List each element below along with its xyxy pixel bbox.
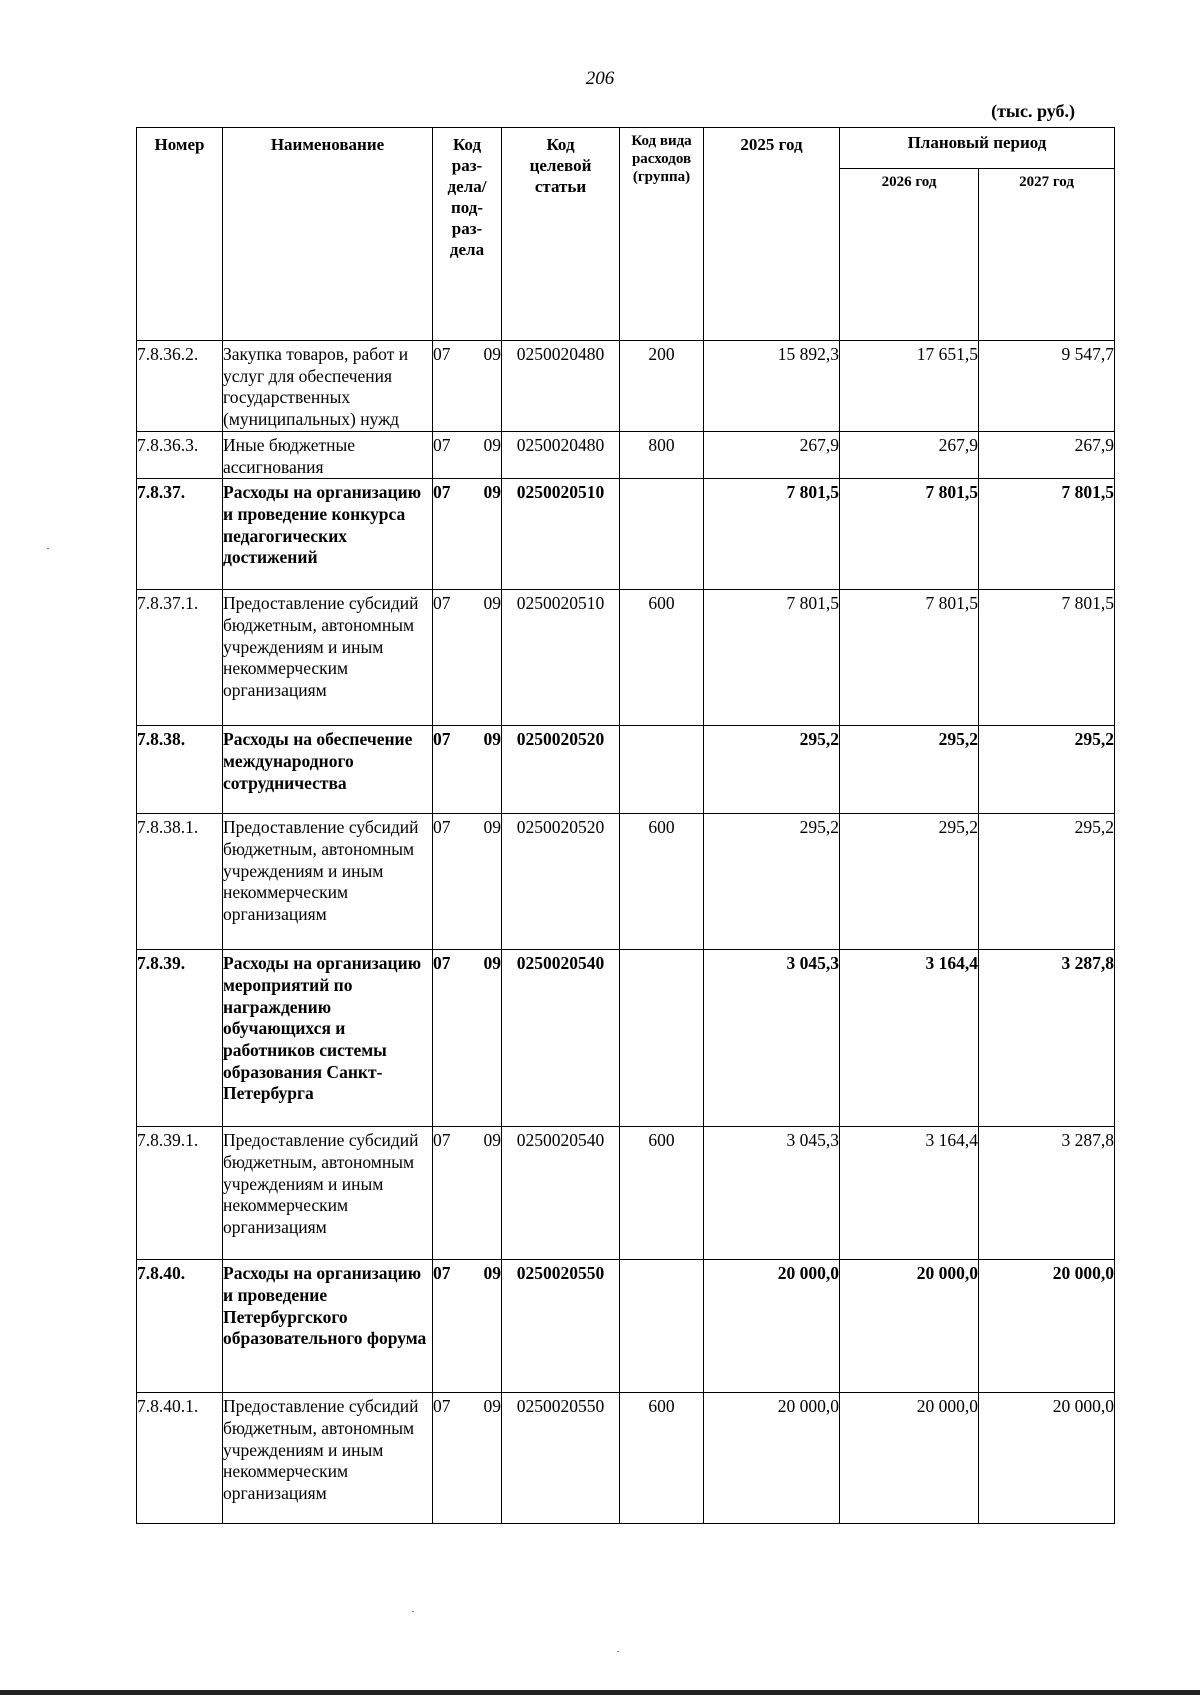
scan-bottom-border [0, 1690, 1200, 1695]
row-target-code: 0250020550 [502, 1393, 620, 1524]
row-name: Расходы на обеспечение международного сотрудничества [223, 726, 433, 814]
table-row [137, 431, 1115, 478]
row-value-2027: 7 801,5 [979, 479, 1115, 590]
row-section-code [433, 431, 502, 478]
table-row [137, 479, 1115, 590]
scan-speck [617, 1651, 619, 1652]
row-section-code [433, 950, 502, 1127]
row-number: 7.8.40.1. [137, 1393, 223, 1524]
row-expense-type: 600 [620, 1127, 704, 1260]
budget-table [136, 127, 1115, 1524]
row-expense-type: 600 [620, 814, 704, 950]
row-expense-type [620, 1260, 704, 1393]
row-expense-type: 800 [620, 431, 704, 478]
header-expense-type [620, 128, 704, 341]
section-code-pair [433, 1130, 501, 1152]
row-value-2027: 20 000,0 [979, 1393, 1115, 1524]
row-name: Предоставление субсидий бюджетным, автономным учреждениям и иным некоммерческим организациям [223, 1393, 433, 1524]
table-row [137, 1393, 1115, 1524]
header-name: Наименование [223, 128, 433, 341]
units-label: (тыс. руб.) [991, 101, 1075, 121]
row-section-code [433, 1393, 502, 1524]
row-value-2025: 20 000,0 [704, 1393, 840, 1524]
row-section: 07 [433, 593, 451, 614]
row-subsection: 09 [483, 817, 501, 838]
row-section-code [433, 479, 502, 590]
row-number: 7.8.40. [137, 1260, 223, 1393]
row-number: 7.8.39. [137, 950, 223, 1127]
row-value-2026: 295,2 [840, 726, 979, 814]
row-expense-type: 600 [620, 590, 704, 726]
row-value-2025: 7 801,5 [704, 479, 840, 590]
row-value-2026: 17 651,5 [840, 341, 979, 432]
page-number: 206 [585, 68, 615, 89]
header-target-code-text: Код целевой статьи [529, 135, 592, 196]
table-row [137, 814, 1115, 950]
row-section-code [433, 1260, 502, 1393]
section-code-pair [433, 344, 501, 366]
row-section: 07 [433, 1130, 451, 1151]
header-expense-type-text: Код вида расходов (группа) [631, 133, 692, 185]
table-header [137, 128, 1115, 341]
row-value-2027: 3 287,8 [979, 1127, 1115, 1260]
row-name: Расходы на организацию мероприятий по награждению обучающихся и работников системы образования Санкт-Петербурга [223, 950, 433, 1127]
row-subsection: 09 [483, 1396, 501, 1417]
row-section: 07 [433, 482, 451, 503]
header-2027: 2027 год [979, 169, 1115, 341]
row-section: 07 [433, 953, 451, 974]
row-section: 07 [433, 344, 451, 364]
table-row [137, 341, 1115, 432]
row-value-2027: 7 801,5 [979, 590, 1115, 726]
row-subsection: 09 [483, 1263, 501, 1284]
row-section-code [433, 590, 502, 726]
row-value-2026: 295,2 [840, 814, 979, 950]
row-number: 7.8.37. [137, 479, 223, 590]
row-section: 07 [433, 817, 451, 838]
section-code-pair [433, 1263, 501, 1285]
row-value-2026: 20 000,0 [840, 1393, 979, 1524]
section-code-pair [433, 482, 501, 504]
row-value-2026: 3 164,4 [840, 950, 979, 1127]
row-value-2027: 295,2 [979, 726, 1115, 814]
table-row [137, 1127, 1115, 1260]
row-value-2026: 7 801,5 [840, 479, 979, 590]
row-subsection: 09 [483, 729, 501, 750]
row-value-2027: 20 000,0 [979, 1260, 1115, 1393]
row-expense-type [620, 479, 704, 590]
row-subsection: 09 [483, 593, 501, 614]
row-section-code [433, 814, 502, 950]
table-row [137, 950, 1115, 1127]
row-expense-type: 600 [620, 1393, 704, 1524]
row-value-2026: 267,9 [840, 431, 979, 478]
table-row [137, 590, 1115, 726]
header-target-code [502, 128, 620, 341]
row-value-2027: 9 547,7 [979, 341, 1115, 432]
row-name: Расходы на организацию и проведение конкурса педагогических достижений [223, 479, 433, 590]
header-2025: 2025 год [704, 128, 840, 341]
row-subsection: 09 [483, 434, 501, 455]
row-section-code [433, 726, 502, 814]
row-expense-type: 200 [620, 341, 704, 432]
row-target-code: 0250020480 [502, 431, 620, 478]
section-code-pair [433, 729, 501, 751]
row-target-code: 0250020510 [502, 479, 620, 590]
row-target-code: 0250020520 [502, 726, 620, 814]
row-section: 07 [433, 1263, 451, 1284]
section-code-pair [433, 817, 501, 839]
row-expense-type [620, 726, 704, 814]
scan-speck [47, 548, 49, 549]
row-value-2025: 295,2 [704, 726, 840, 814]
table-row [137, 1260, 1115, 1393]
row-subsection: 09 [483, 344, 501, 364]
row-number: 7.8.38.1. [137, 814, 223, 950]
row-target-code: 0250020540 [502, 950, 620, 1127]
header-section-code-text: Код раз-дела/ под-раз-дела [447, 135, 487, 259]
row-subsection: 09 [483, 482, 501, 503]
row-number: 7.8.38. [137, 726, 223, 814]
row-name: Предоставление субсидий бюджетным, автономным учреждениям и иным некоммерческим организациям [223, 1127, 433, 1260]
row-target-code: 0250020540 [502, 1127, 620, 1260]
row-name: Предоставление субсидий бюджетным, автономным учреждениям и иным некоммерческим организациям [223, 814, 433, 950]
section-code-pair [433, 1396, 501, 1418]
row-value-2026: 3 164,4 [840, 1127, 979, 1260]
row-value-2025: 3 045,3 [704, 1127, 840, 1260]
row-name: Предоставление субсидий бюджетным, автономным учреждениям и иным некоммерческим организациям [223, 590, 433, 726]
row-number: 7.8.39.1. [137, 1127, 223, 1260]
row-target-code: 0250020550 [502, 1260, 620, 1393]
row-subsection: 09 [483, 1130, 501, 1151]
row-value-2027: 267,9 [979, 431, 1115, 478]
table-row [137, 726, 1115, 814]
row-section-code [433, 1127, 502, 1260]
row-value-2025: 267,9 [704, 431, 840, 478]
scan-speck [412, 1611, 414, 1612]
row-number: 7.8.37.1. [137, 590, 223, 726]
row-value-2025: 20 000,0 [704, 1260, 840, 1393]
row-value-2025: 15 892,3 [704, 341, 840, 432]
row-value-2027: 3 287,8 [979, 950, 1115, 1127]
row-section: 07 [433, 434, 451, 455]
row-name: Расходы на организацию и проведение Петербургского образовательного форума [223, 1260, 433, 1393]
table-body [137, 341, 1115, 1524]
row-target-code: 0250020480 [502, 341, 620, 432]
row-name: Закупка товаров, работ и услуг для обеспечения государственных (муниципальных) нужд [223, 341, 433, 432]
row-section: 07 [433, 1396, 451, 1417]
row-value-2027: 295,2 [979, 814, 1115, 950]
header-planned-period: Плановый период [840, 128, 1115, 169]
header-number: Номер [137, 128, 223, 341]
row-target-code: 0250020520 [502, 814, 620, 950]
row-target-code: 0250020510 [502, 590, 620, 726]
section-code-pair [433, 953, 501, 975]
row-value-2026: 20 000,0 [840, 1260, 979, 1393]
row-subsection: 09 [483, 953, 501, 974]
row-value-2025: 295,2 [704, 814, 840, 950]
row-number: 7.8.36.3. [137, 431, 223, 478]
row-value-2025: 7 801,5 [704, 590, 840, 726]
row-section-code [433, 341, 502, 432]
row-number: 7.8.36.2. [137, 341, 223, 432]
section-code-pair [433, 593, 501, 615]
row-value-2025: 3 045,3 [704, 950, 840, 1127]
header-section-code [433, 128, 502, 341]
section-code-pair [433, 435, 501, 457]
row-section: 07 [433, 729, 451, 750]
row-expense-type [620, 950, 704, 1127]
header-2026: 2026 год [840, 169, 979, 341]
row-value-2026: 7 801,5 [840, 590, 979, 726]
row-name: Иные бюджетные ассигнования [223, 431, 433, 478]
